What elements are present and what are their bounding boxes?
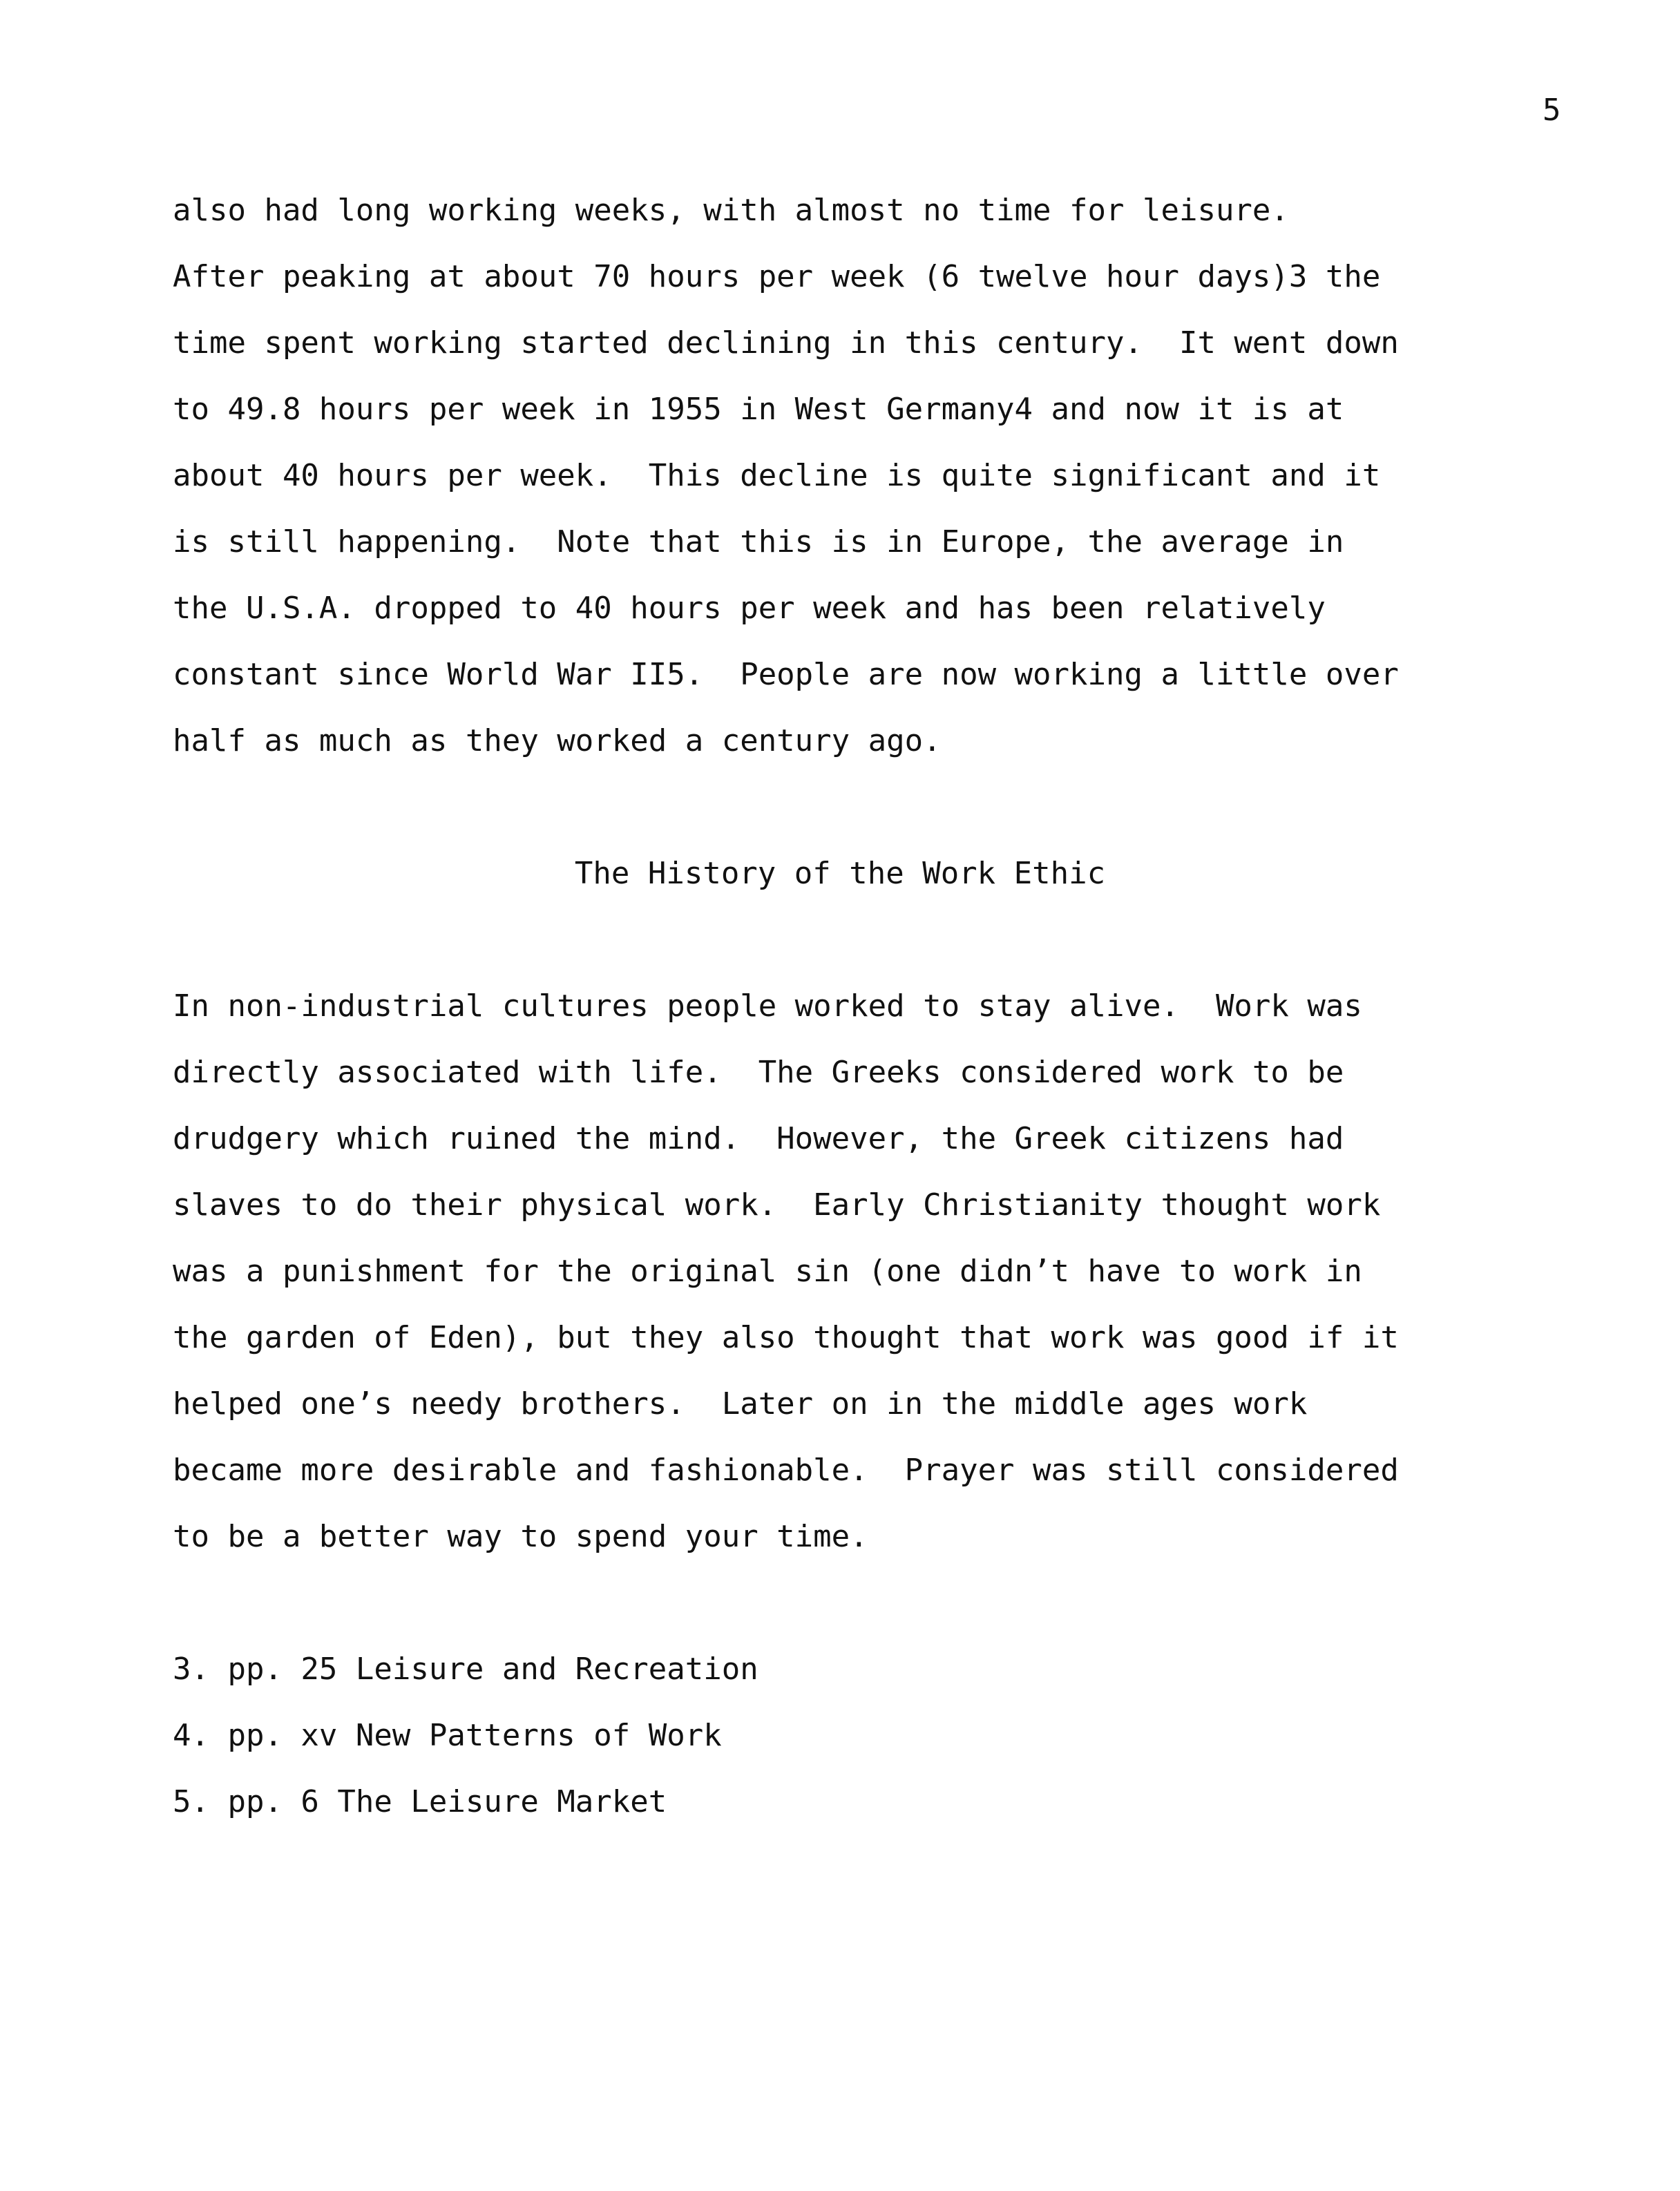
text-line: to 49.8 hours per week in 1955 in West Germany4 and now it is at [173,392,1344,427]
text-line: constant since World War II5. People are now working a little over [173,657,1399,692]
text-line: the U.S.A. dropped to 40 hours per week and has been relatively [173,591,1326,626]
text-line: slaves to do their physical work. Early Christianity thought work [173,1187,1381,1223]
text-line: to be a better way to spend your time. [173,1519,868,1554]
text-line: helped one’s needy brothers. Later on in the middle ages work [173,1386,1308,1422]
text-line: In non-industrial cultures people worked to stay alive. Work was [173,988,1362,1024]
section-heading: The History of the Work Ethic [574,856,1106,891]
footnote: 4. pp. xv New Patterns of Work [173,1718,722,1753]
text-line: became more desirable and fashionable. Prayer was still considered [173,1453,1399,1488]
text-line: half as much as they worked a century ago. [173,723,942,758]
text-line: is still happening. Note that this is in Europe, the average in [173,524,1344,559]
text-line: drudgery which ruined the mind. However, the Greek citizens had [173,1121,1344,1156]
page-number: 5 [1543,93,1561,128]
text-line: also had long working weeks, with almost no time for leisure. [173,193,1289,228]
text-line: was a punishment for the original sin (one didn’t have to work in [173,1254,1362,1289]
text-line: the garden of Eden), but they also thought that work was good if it [173,1320,1399,1355]
text-line: time spent working started declining in this century. It went down [173,325,1399,361]
text-line: about 40 hours per week. This decline is quite significant and it [173,458,1381,493]
footnote: 5. pp. 6 The Leisure Market [173,1784,667,1819]
text-line: After peaking at about 70 hours per week (6 twelve hour days)3 the [173,259,1381,294]
text-line: directly associated with life. The Greeks considered work to be [173,1055,1344,1090]
footnote: 3. pp. 25 Leisure and Recreation [173,1652,758,1687]
